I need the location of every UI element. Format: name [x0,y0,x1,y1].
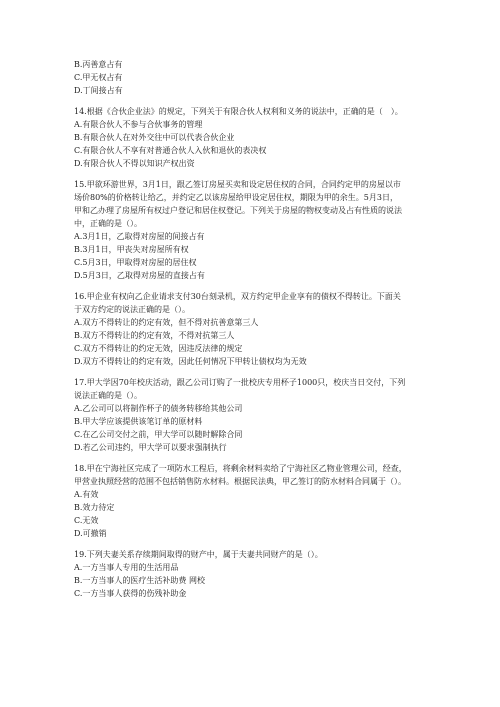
option-a: A.乙公司可以将制作杯子的债务转移给其他公司 [74,404,243,413]
question-stem: 中，正确的是（）。 [74,219,142,228]
option-d: D.双方不得转让的约定有效，因此任何情况下甲转让债权均为无效 [74,357,307,366]
question-stem: 16.甲企业有权向乙企业请求支付30台刻录机，双方约定甲企业享有的债权不得转让。下面关 [74,292,401,301]
option-a: A.有效 [74,490,99,499]
option-d: D.5月3日，乙取得对房屋的直接占有 [74,271,205,280]
question-stem: 说法正确的是（）。 [74,391,142,400]
option-d: D.丁间接占有 [74,86,123,95]
question-stem: 甲营业执照经营的范围不包括销售防水材料。根据民法典，甲乙签订的防水材料合同属于（）。 [74,477,406,486]
question-stem: 于双方约定的说法正确的是（）。 [74,305,190,314]
option-a: A.一方当事人专用的生活用品 [74,563,179,572]
option-b: B.丙善意占有 [74,60,123,69]
option-b: B.甲大学应该提供该笔订单的原材料 [74,417,203,426]
question-stem: 19.下列夫妻关系存续期间取得的财产中，属于夫妻共同财产的是（）。 [74,550,323,559]
option-c: C.一方当事人获得的伤残补助金 [74,589,187,598]
question-stem: 甲和乙办理了房屋所有权过户登记和居住权登记。下列关于房屋的物权变动及占有性质的说法 [74,206,402,215]
option-c: C.在乙公司交付之前，甲大学可以随时解除合同 [74,430,243,439]
option-b: B.双方不得转让的约定有效，不得对抗第三人 [74,331,235,340]
document-page [74,58,454,600]
question-stem: 18.甲在宁海社区完成了一项防水工程后，将剩余材料卖给了宁海社区乙物业管理公司，经查， [74,464,407,473]
question-stem: 15.甲欲环游世界，3月1日，跟乙签订房屋买卖和设定居住权的合同，合同约定甲的房屋以市 [74,180,401,189]
option-c: C.双方不得转让的约定无效，因违反法律的规定 [74,344,243,353]
option-a: A.3月1日，乙取得对房屋的间接占有 [74,232,205,241]
option-b: B.效力待定 [74,503,115,512]
question-stem: 17.甲大学因70年校庆活动，跟乙公司订购了一批校庆专用杯子1000只，校庆当日交付，下列 [74,378,406,387]
question-17 [74,376,454,454]
option-c: C.甲无权占有 [74,73,123,82]
question-14 [74,105,454,170]
option-d: D.有限合伙人不得以知识产权出资 [74,159,195,168]
option-b: B.3月1日，甲丧失对房屋所有权 [74,245,189,254]
option-d: D.若乙公司违约，甲大学可以要求强制执行 [74,443,227,452]
option-a: A.双方不得转让的约定有效，但不得对抗善意第三人 [74,318,259,327]
question-stem: 14.根据《合伙企业法》的规定，下列关于有限合伙人权利和义务的说法中，正确的是（ ）。 [74,107,403,116]
option-b: B.一方当事人的医疗生活补助费 网校 [74,576,205,585]
option-a: A.有限合伙人不参与合伙事务的管理 [74,120,203,129]
question-16 [74,290,454,368]
option-b: B.有限合伙人在对外交往中可以代表合伙企业 [74,133,235,142]
option-d: D.可撤销 [74,529,107,538]
question-15 [74,178,454,282]
question-19 [74,548,454,600]
question-stem: 场价80%的价格转让给乙，并约定乙以该房屋给甲设定居住权，期限为甲的余生。5月3日， [74,193,398,202]
option-c: C.有限合伙人不享有对普通合伙人入伙和退伙的表决权 [74,146,267,155]
option-c: C.5月3日，甲取得对房屋的居住权 [74,258,197,267]
option-c: C.无效 [74,516,99,525]
previous-question-options [74,58,454,97]
question-18 [74,462,454,540]
